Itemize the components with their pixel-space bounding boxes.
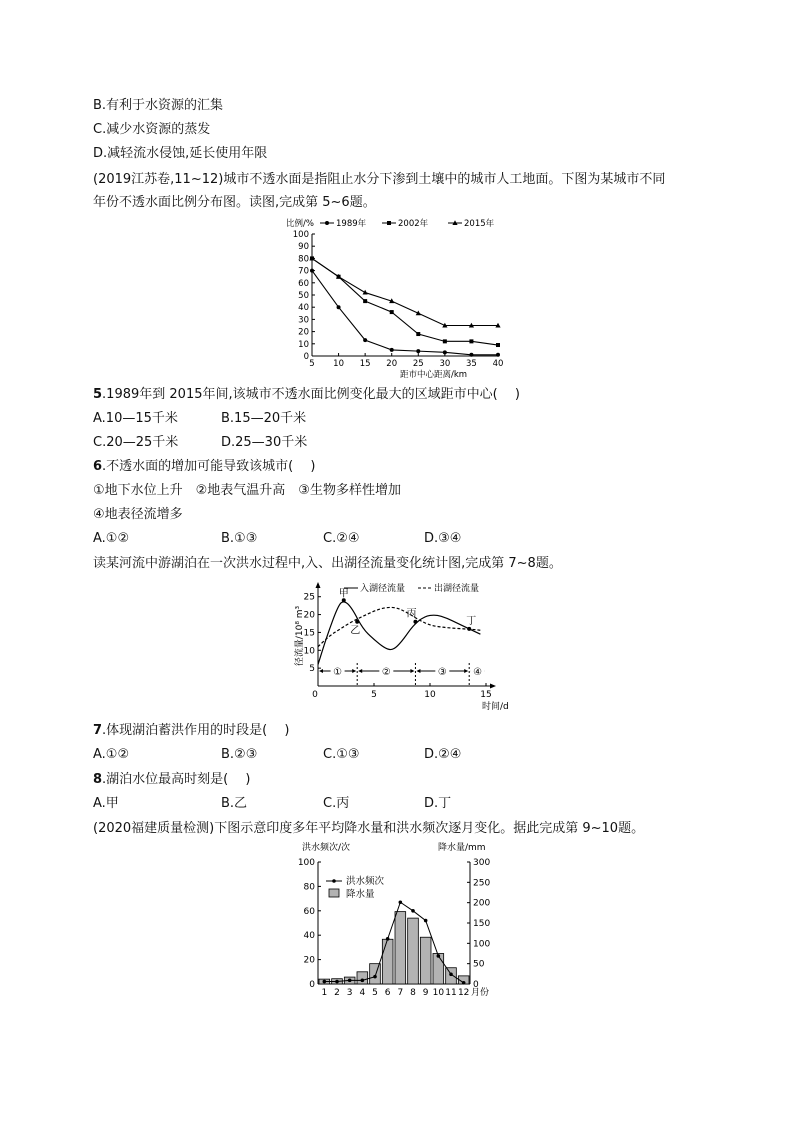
x-tick-label: 30 [439,359,451,369]
flood-point [424,919,428,923]
y-tick-label: 70 [298,266,309,277]
data-point-2002年 [496,343,500,347]
q5-option-c: C.20—25千米 [93,435,179,450]
q5-option-b: B.15—20千米 [221,411,307,426]
data-point-2002年 [390,310,394,314]
left-tick-label: 20 [303,955,315,966]
legend-marker-1989年 [325,221,329,225]
x-tick-label: 4 [359,988,366,998]
x-axis-arrow [490,684,496,689]
x-tick-label: 35 [466,359,477,369]
x-axis-label: 月份 [471,988,490,998]
legend-marker-flood [332,879,336,883]
period-label: ② [381,667,391,678]
y-tick-label: 50 [298,291,309,301]
annotation-label: 甲 [338,588,349,600]
flood-point [411,909,415,913]
precip-bar [357,972,368,984]
legend-label-2002年: 2002年 [398,219,429,229]
q5-stem [93,386,520,404]
period-arrow-head [416,669,420,673]
y-axis-arrow [316,582,321,588]
prev-option-c: C.减少水资源的蒸发 [93,122,211,137]
precip-bar [420,937,431,984]
period-arrow-head [352,669,356,673]
annotation-label: 乙 [350,625,361,637]
x-tick-label: 6 [384,988,391,998]
y-tick-label: 20 [303,610,315,621]
y-tick-label: 20 [298,327,309,338]
flood-point [399,900,403,904]
q7-option-b: B.②③ [221,747,258,762]
data-point-1989年 [337,305,341,309]
q6-items-line1: ①地下水位上升 ②地表气温升高 ③生物多样性增加 [93,483,401,498]
legend-label-1989年: 1989年 [336,219,367,229]
y-tick-label: 25 [303,592,315,603]
period-label: ④ [473,667,483,678]
flood-point [437,954,441,958]
q6-stem-text: .不透水面的增加可能导致该城市( ) [102,459,316,474]
series-line-2002年 [312,258,498,345]
q8-option-b: B.乙 [221,796,248,811]
left-tick-label: 80 [303,882,315,893]
left-tick-label: 60 [303,906,315,917]
flood-point [462,981,466,985]
intro-5-6-line1: (2019江苏卷,11~12)城市不透水面是指阻止水分下渗到土壤中的城市人工地面。下图为某城市不同 [93,172,666,187]
y-tick-label: 60 [298,278,309,289]
flood-point [386,937,390,941]
legend-label-outflow: 出湖径流量 [434,584,480,594]
data-point-2002年 [363,299,367,303]
right-axis-title: 降水量/mm [438,843,486,853]
y-tick-label: 5 [309,664,315,675]
series-line-出湖径流量 [318,607,480,646]
x-tick-label: 10 [432,988,445,998]
right-tick-label: 50 [473,959,485,970]
y-tick-label: 80 [298,254,309,265]
data-point-1989年 [310,269,314,273]
impervious-surface-chart [284,214,510,380]
annotation-point [355,620,359,624]
data-point-1989年 [390,348,394,352]
left-tick-label: 0 [309,980,315,990]
right-tick-label: 150 [473,919,491,929]
intro-7-8: 读某河流中游湖泊在一次洪水过程中,入、出湖径流量变化统计图,完成第 7~8题。 [93,556,562,571]
prev-option-d: D.减轻流水侵蚀,延长使用年限 [93,146,268,161]
lake-runoff-chart [288,578,509,712]
period-arrow-head [464,669,468,673]
annotation-point [413,620,417,624]
q7-stem [93,722,289,740]
precip-bar [395,912,406,984]
y-tick-label: 100 [292,230,309,240]
flood-point [361,979,365,983]
legend-label-inflow: 入湖径流量 [360,584,406,594]
x-tick-label: 1 [321,988,328,998]
x-tick-label: 5 [372,988,378,998]
legend-marker-precip [329,889,339,897]
q7-option-c: C.①③ [323,747,360,762]
q8-option-c: C.丙 [323,796,350,811]
q5-option-d: D.25—30千米 [221,435,308,450]
q8-number: 8 [93,772,103,787]
x-tick-label: 9 [422,988,429,998]
x-tick-label: 7 [397,988,404,998]
period-arrow-head [358,669,362,673]
right-tick-label: 100 [473,939,491,950]
q6-items-line2: ④地表径流增多 [93,507,183,522]
q7-number: 7 [93,723,103,738]
right-tick-label: 0 [473,980,479,990]
y-axis-label: 比例/% [286,219,314,229]
y-tick-label: 30 [298,315,309,326]
q8-option-a: A.甲 [93,796,119,811]
y-axis-label: 径流量/10⁸ m³ [295,605,305,667]
period-label: ③ [437,667,447,678]
flood-point [348,979,352,983]
precip-bar [382,939,393,984]
left-axis-title: 洪水频次/次 [302,843,351,853]
x-tick-label: 15 [359,359,371,369]
flood-point [449,972,453,976]
series-line-2015年 [312,258,498,325]
q8-stem [93,771,250,789]
x-tick-label: 2 [334,988,340,998]
precip-bar [433,954,444,985]
y-tick-label: 40 [298,303,309,314]
x-tick-label: 12 [457,988,470,998]
precip-bar [408,918,419,984]
x-tick-label: 0 [312,690,318,700]
period-arrow-head [319,669,323,673]
annotation-label: 丙 [406,608,417,620]
x-tick-label: 15 [480,690,492,700]
period-label: ① [333,667,343,678]
x-tick-label: 8 [410,988,416,998]
data-point-1989年 [363,338,367,342]
q6-option-c: C.②④ [323,531,360,546]
q5-stem-text: .1989年到 2015年间,该城市不透水面比例变化最大的区域距市中心( ) [102,387,520,402]
data-point-1989年 [469,353,473,357]
x-tick-label: 11 [445,988,457,998]
x-tick-label: 3 [346,988,353,998]
data-point-2002年 [416,332,420,336]
period-arrow-head [410,669,414,673]
y-tick-label: 90 [298,242,309,253]
q6-option-d: D.③④ [424,531,462,546]
x-tick-label: 10 [333,359,344,369]
right-tick-label: 300 [473,858,491,868]
legend-label-flood: 洪水频次 [346,876,385,887]
data-point-1989年 [443,350,447,354]
q8-stem-text: .湖泊水位最高时刻是( ) [102,772,251,787]
flood-point [335,980,339,984]
annotation-label: 丁 [466,615,477,627]
q8-option-d: D.丁 [424,796,452,811]
legend-label-precip: 降水量 [346,889,375,900]
intro-9-10: (2020福建质量检测)下图示意印度多年平均降水量和洪水频次逐月变化。据此完成第 9~10题。 [93,821,645,836]
q6-number: 6 [93,459,103,474]
x-axis-label: 距市中心距离/km [400,370,468,380]
q6-option-b: B.①③ [221,531,258,546]
flood-point [373,975,377,979]
y-tick-label: 15 [303,628,315,639]
flood-point [323,980,327,984]
series-line-入湖径流量 [318,602,480,665]
india-flood-precip-chart [296,840,502,1006]
x-axis-label: 时间/d [482,702,509,712]
data-point-2002年 [443,339,447,343]
legend-marker-2002年 [387,221,391,225]
q7-stem-text: .体现湖泊蓄洪作用的时段是( ) [102,723,290,738]
x-tick-label: 5 [309,359,315,369]
q5-option-a: A.10—15千米 [93,411,178,426]
data-point-2015年 [363,290,368,295]
q7-option-a: A.①② [93,747,130,762]
left-tick-label: 100 [297,858,315,868]
data-point-1989年 [496,353,500,357]
legend-label-2015年: 2015年 [464,219,495,229]
q5-number: 5 [93,387,103,402]
y-tick-label: 10 [303,646,315,657]
y-tick-label: 0 [303,352,309,362]
intro-5-6-line2: 年份不透水面比例分布图。读图,完成第 5~6题。 [93,195,376,210]
right-tick-label: 200 [473,898,491,909]
x-tick-label: 40 [492,359,504,369]
x-tick-label: 5 [371,690,377,700]
q6-stem [93,458,315,476]
q6-option-a: A.①② [93,531,130,546]
prev-option-b: B.有利于水资源的汇集 [93,98,224,113]
annotation-point [467,627,471,631]
data-point-1989年 [416,349,420,353]
left-tick-label: 40 [303,931,315,942]
x-tick-label: 20 [386,359,398,369]
data-point-2002年 [469,339,473,343]
q7-option-d: D.②④ [424,747,462,762]
x-tick-label: 25 [412,359,424,369]
right-tick-label: 250 [473,878,491,889]
y-tick-label: 10 [298,339,309,350]
x-tick-label: 10 [424,690,436,700]
